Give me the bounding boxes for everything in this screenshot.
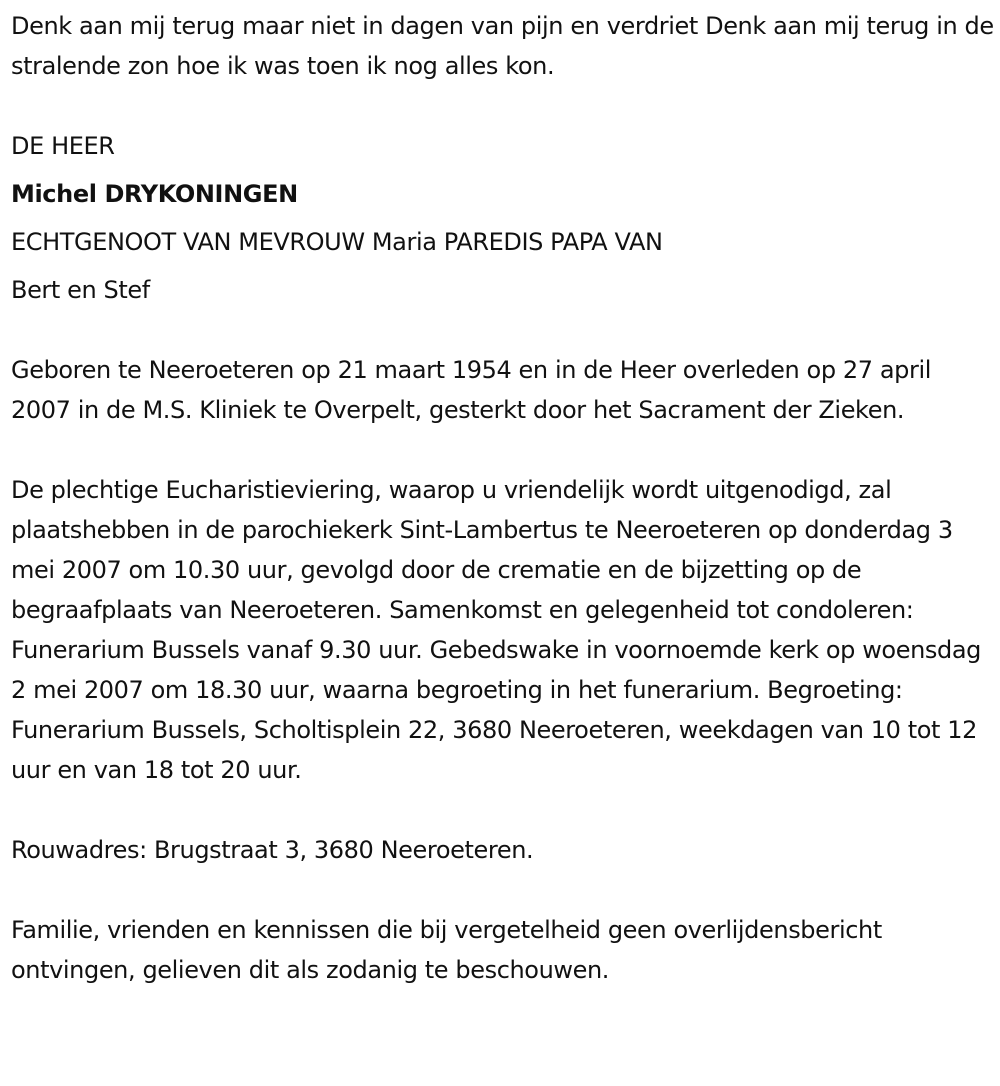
mourning-address: Rouwadres: Brugstraat 3, 3680 Neeroeteren. [11, 836, 534, 864]
spacer [11, 310, 1000, 350]
spouse-line: ECHTGENOOT VAN MEVROUW Maria PAREDIS PAPA VAN [11, 228, 663, 256]
closing-paragraph: Familie, vrienden en kennissen die bij vergetelheid geen overlijdensbericht ontvingen, gelieven dit als zodanig te beschouwen. [11, 916, 882, 984]
spacer [11, 870, 1000, 910]
spacer [11, 430, 1000, 470]
spacer [11, 86, 1000, 126]
children-names: Bert en Stef [11, 276, 150, 304]
spacer [11, 790, 1000, 830]
memorial-poem: Denk aan mij terug maar niet in dagen van pijn en verdriet Denk aan mij terug in de stralende zon hoe ik was toen ik nog alles kon. [11, 12, 994, 80]
honorific-title: DE HEER [11, 132, 115, 160]
ceremony-paragraph: De plechtige Eucharistieviering, waarop u vriendelijk wordt uitgenodigd, zal plaatshebben in de parochiekerk Sint-Lambertus te Neeroeteren op donderdag 3 mei 2007 om 10.30 uur, gevolgd door de crematie en de bijzetting op de begraafplaats van Neeroeteren. Samenkomst en gelegenheid tot condoleren: Funerarium Bussels vanaf 9.30 uur. Gebedswake in voornoemde kerk op woensdag 2 mei 2007 om 18.30 uur, waarna begroeting in het funerarium. Begroeting: Funerarium Bussels, Scholtisplein 22, 3680 Neeroeteren, weekdagen van 10 tot 12 uur en van 18 tot 20 uur. [11, 476, 981, 784]
birth-death-paragraph: Geboren te Neeroeteren op 21 maart 1954 en in de Heer overleden op 27 april 2007 in de M.S. Kliniek te Overpelt, gesterkt door het Sacrament der Zieken. [11, 356, 932, 424]
deceased-name: Michel DRYKONINGEN [11, 180, 298, 208]
